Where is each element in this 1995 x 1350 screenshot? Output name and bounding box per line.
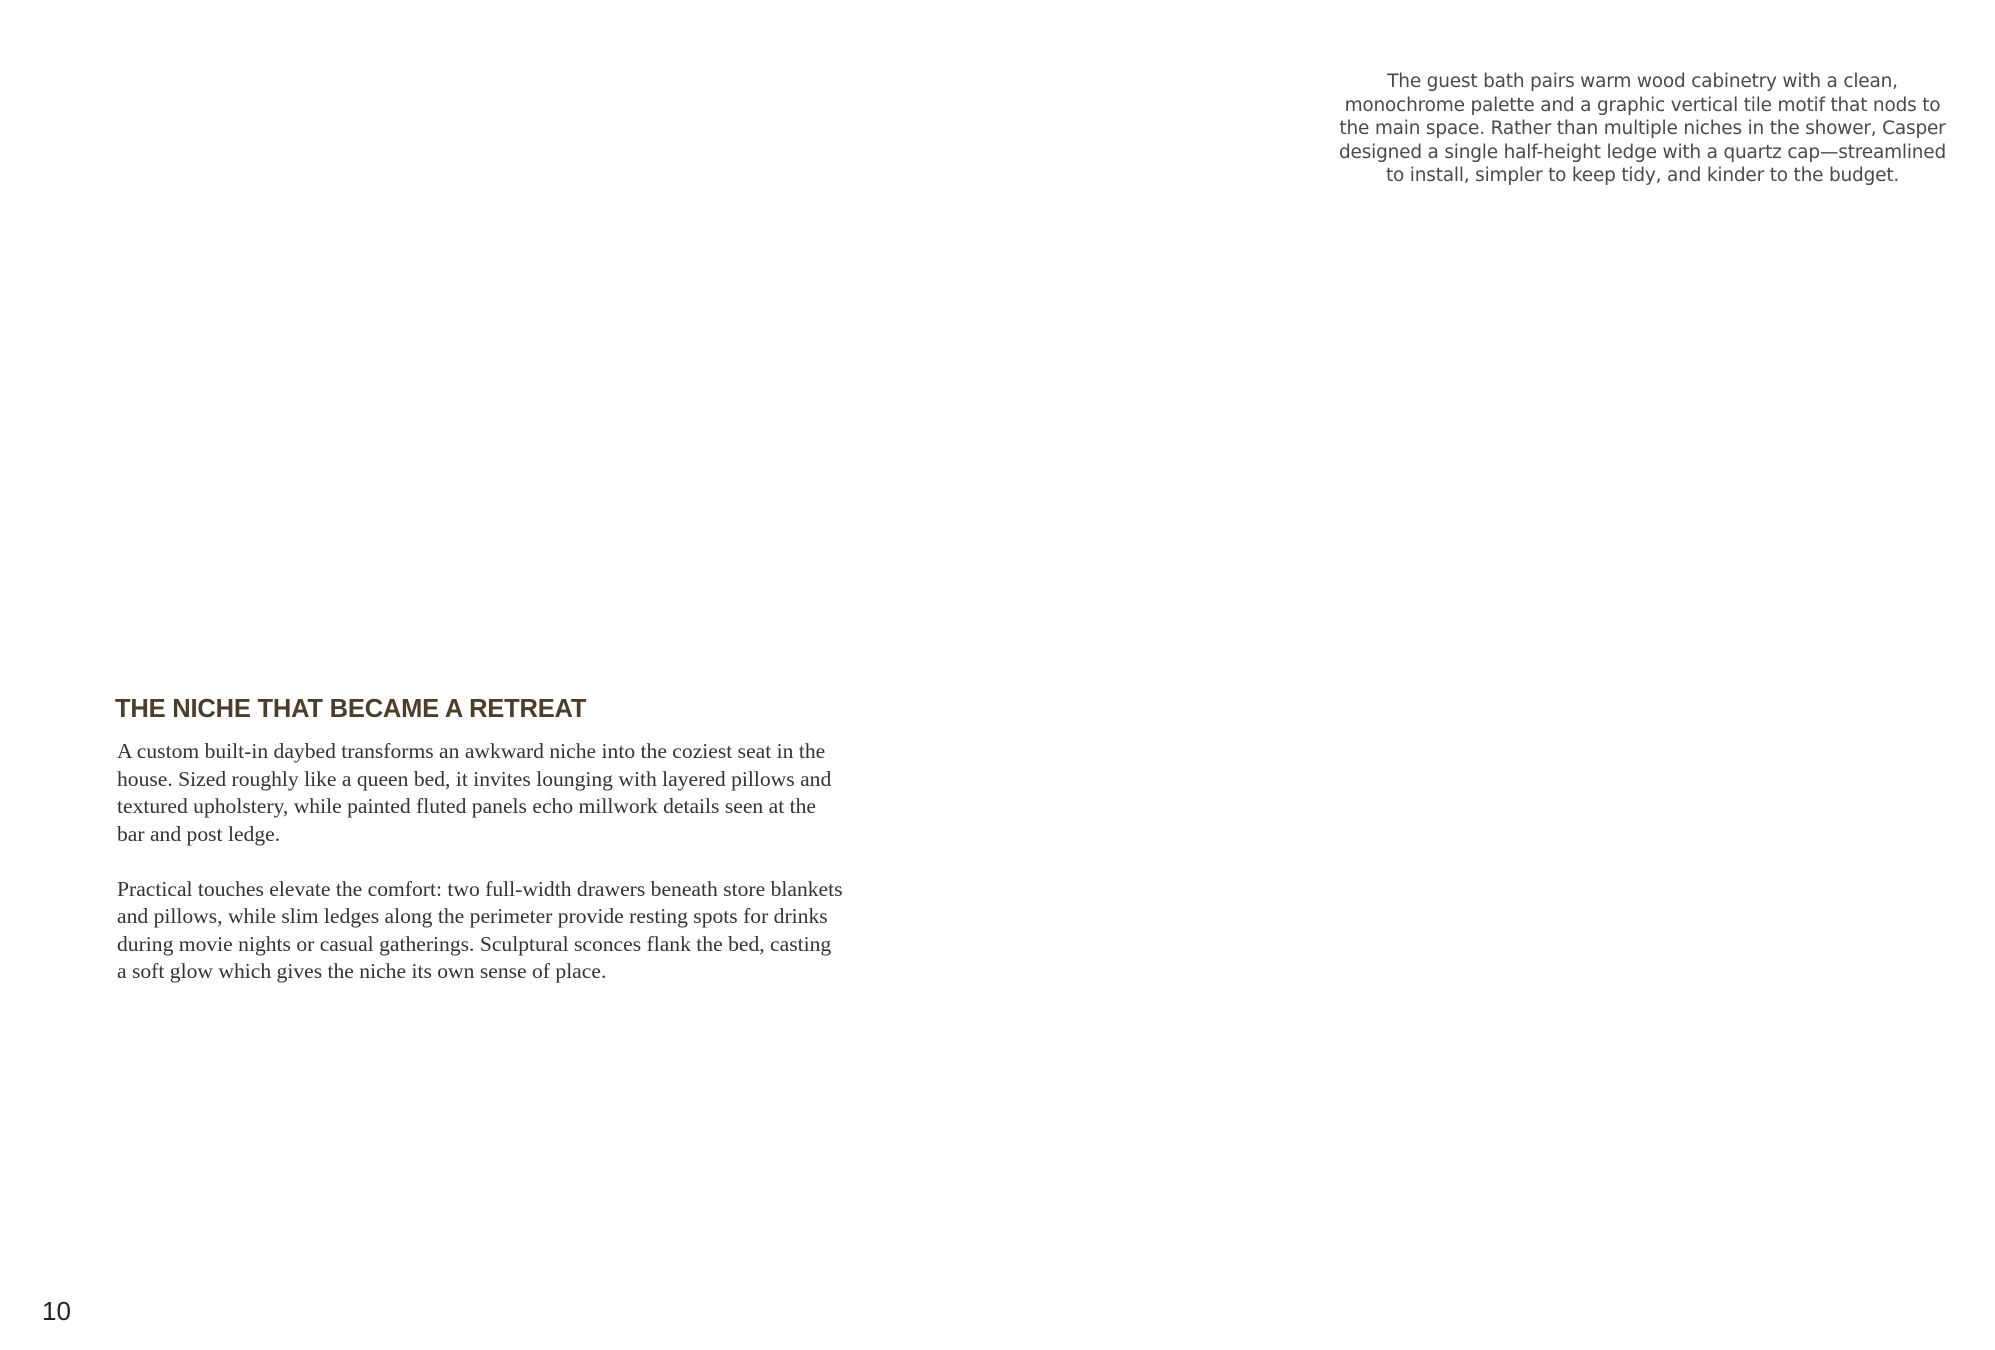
caption-line: the main space. Rather than multiple niches in the shower, Casper [1339, 118, 1946, 140]
body-line: bar and post ledge. [117, 821, 281, 846]
photo-caption [1335, 70, 1950, 188]
section-body [117, 738, 887, 1013]
body-line: house. Sized roughly like a queen bed, it invites lounging with layered pillows and [117, 766, 832, 791]
body-paragraph [117, 876, 887, 986]
section-heading: THE NICHE THAT BECAME A RETREAT [115, 695, 587, 723]
caption-line: to install, simpler to keep tidy, and kinder to the budget. [1385, 165, 1900, 187]
body-line: textured upholstery, while painted fluted panels echo millwork details seen at the [117, 794, 816, 818]
body-paragraph [117, 738, 887, 848]
body-line: A custom built-in daybed transforms an awkward niche into the coziest seat in the [117, 739, 826, 763]
caption-line: The guest bath pairs warm wood cabinetry with a clean, [1387, 71, 1898, 92]
caption-line: monochrome palette and a graphic vertical tile motif that nods to [1344, 94, 1941, 116]
body-line: Practical touches elevate the comfort: two full-width drawers beneath store blankets [117, 876, 843, 901]
caption-line: designed a single half-height ledge with a quartz cap—streamlined [1338, 141, 1947, 163]
body-line: a soft glow which gives the niche its own sense of place. [117, 959, 607, 983]
page-number: 10 [42, 1296, 71, 1326]
body-line: during movie nights or casual gatherings. Sculptural sconces flank the bed, casting [117, 931, 832, 956]
body-line: and pillows, while slim ledges along the perimeter provide resting spots for drinks [117, 904, 828, 928]
